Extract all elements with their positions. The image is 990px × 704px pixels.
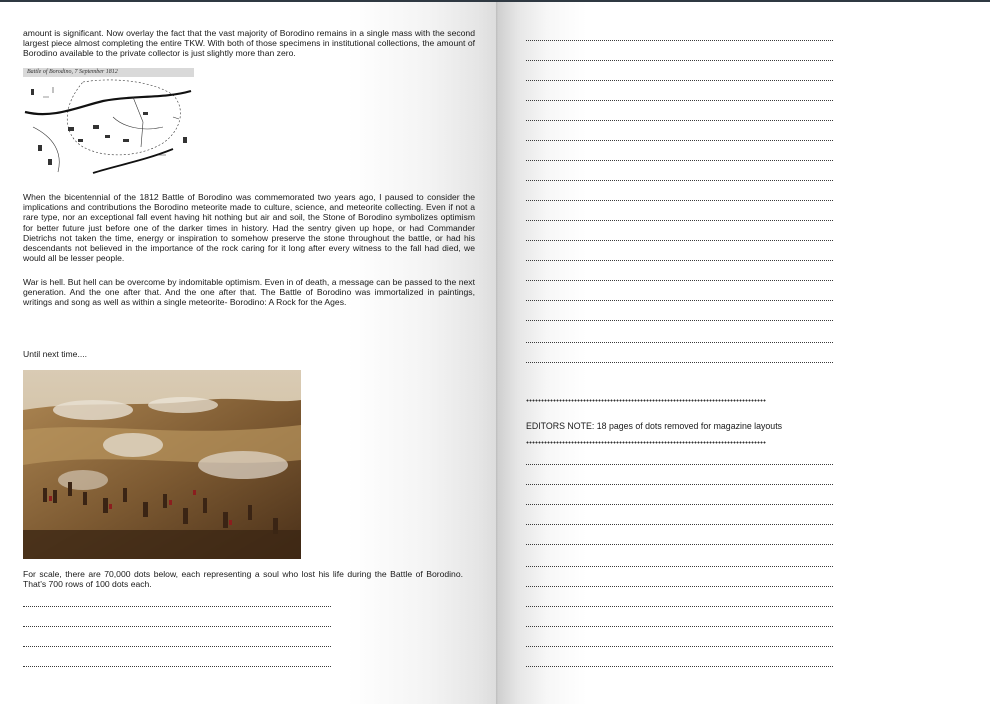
dot-row xyxy=(526,362,833,363)
dot-row xyxy=(526,646,833,647)
dot-row xyxy=(526,524,833,525)
battle-painting-image xyxy=(23,370,301,559)
asterisk-divider-bottom xyxy=(526,441,766,444)
dot-row xyxy=(526,666,833,667)
paragraph-bicentennial: When the bicentennial of the 1812 Battle of Borodino was commemorated two years ago, I paused to consider the implications and contributions the Borodino meteorite made to culture, science, and meteorite collecting. Even if not a rare type, nor an exceptional fall event having hit nothing but air and soil, the Stone of Borodino symbolizes optimism for better future just before one of the darker times in history. Had the sentry given up hope, or had Commander Dietrichs not taken the time, energy or inspiration to somehow preserve the stone throughout the battle, or had his descendants not believed in the importance of the rock caring for it long after every witness to the fall had died, we would all be lesser people. xyxy=(23,192,475,264)
dot-row xyxy=(526,140,833,141)
dot-row xyxy=(23,646,331,647)
dot-row xyxy=(526,586,833,587)
dot-row xyxy=(526,100,833,101)
dot-row xyxy=(526,200,833,201)
painting-drawing xyxy=(23,370,301,559)
dot-row xyxy=(526,544,833,545)
battle-map-image xyxy=(23,68,194,176)
paragraph-scale: For scale, there are 70,000 dots below, each representing a soul who lost his life during the Battle of Borodino. That's 700 rows of 100 dots each. xyxy=(23,569,463,590)
dot-row xyxy=(526,60,833,61)
paragraph-war-is-hell: War is hell. But hell can be overcome by indomitable optimism. Even in of death, a message can be passed to the next generation. And the one after that. And the one after that. The Battle of Borodino was immortalized in paintings, writings and song as well as within a single meteorite- Borodino: A Rock for the Ages. xyxy=(23,277,475,308)
dot-row xyxy=(526,504,833,505)
right-page xyxy=(498,2,990,704)
dot-row xyxy=(526,464,833,465)
dot-row xyxy=(526,220,833,221)
dot-row xyxy=(23,626,331,627)
dot-row xyxy=(526,342,833,343)
dot-row xyxy=(526,300,833,301)
left-page xyxy=(0,2,497,704)
paragraph-signoff: Until next time.... xyxy=(23,349,87,359)
map-caption: Battle of Borodino, 7 September 1812 xyxy=(23,68,194,77)
dot-row xyxy=(526,280,833,281)
dot-row xyxy=(23,666,331,667)
asterisk-divider-top xyxy=(526,399,766,402)
dot-row xyxy=(23,606,331,607)
dot-row xyxy=(526,160,833,161)
dot-row xyxy=(526,80,833,81)
map-drawing xyxy=(23,77,194,176)
dot-row xyxy=(526,120,833,121)
dot-row xyxy=(526,240,833,241)
editors-note: EDITORS NOTE: 18 pages of dots removed for magazine layouts xyxy=(526,421,783,431)
dot-row xyxy=(526,566,833,567)
dot-row xyxy=(526,320,833,321)
dot-row xyxy=(526,40,833,41)
dot-row xyxy=(526,626,833,627)
dot-row xyxy=(526,606,833,607)
dot-row xyxy=(526,180,833,181)
dot-row xyxy=(526,484,833,485)
paragraph-overlay: amount is significant. Now overlay the fact that the vast majority of Borodino remains in a single mass with the second largest piece almost completing the entire TKW. With both of those specimens in institutional collections, the amount of Borodino available to the private collector is just slightly more than zero. xyxy=(23,28,475,59)
dot-row xyxy=(526,260,833,261)
